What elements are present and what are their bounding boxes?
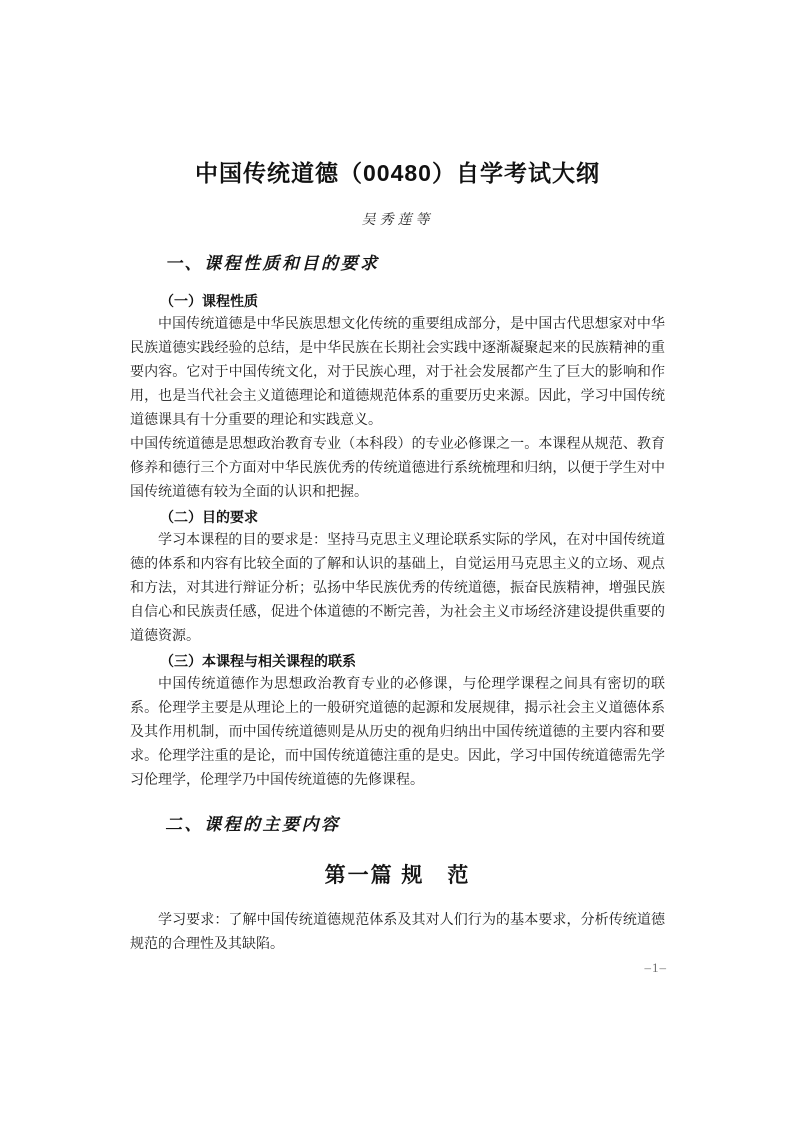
- section-2-heading: 二、课程的主要内容: [165, 815, 341, 834]
- page-number: –1–: [644, 960, 667, 975]
- subsection-1-3-heading: （三）本课程与相关课程的联系: [160, 653, 356, 669]
- document-content: [130, 157, 665, 957]
- document-title: 中国传统道德（00480）自学考试大纲: [195, 160, 600, 186]
- section-1-heading: 一、课程性质和目的要求: [165, 254, 380, 273]
- paragraph-course-status: 中国传统道德是思想政治教育专业（本科段）的专业必修课之一。本课程从规范、教育修养和德行三个方面对中华民族优秀的传统道德进行系统梳理和归纳，以便于学生对中国传统道德有较为全面的认识和把握。: [130, 437, 665, 500]
- paragraph-related-courses: 中国传统道德作为思想政治教育专业的必修课，与伦理学课程之间具有密切的联系。伦理学主要是从理论上的一般研究道德的起源和发展规律，揭示社会主义道德体系及其作用机制，而中国传统道德则是从历史的视角归纳出中国传统道德的主要内容和要求。伦理学注重的是论，而中国传统道德注重的是史。因此，学习中国传统道德需先学习伦理学，伦理学乃中国传统道德的先修课程。: [130, 677, 665, 788]
- paragraph-purpose-requirements: 学习本课程的目的要求是：坚持马克思主义理论联系实际的学风，在对中国传统道德的体系和内容有比较全面的了解和认识的基础上，自觉运用马克思主义的立场、观点和方法，对其进行辩证分析；弘扬中华民族优秀的传统道德，振奋民族精神，增强民族自信心和民族责任感，促进个体道德的不断完善，为社会主义市场经济建设提供重要的道德资源。: [130, 533, 665, 644]
- paragraph-course-nature: 中国传统道德是中华民族思想文化传统的重要组成部分，是中国古代思想家对中华民族道德实践经验的总结，是中华民族在长期社会实践中逐渐凝聚起来的民族精神的重要内容。它对于中国传统文化，对于民族心理，对于社会发展都产生了巨大的影响和作用，也是当代社会主义道德理论和道德规范体系的重要历史来源。因此，学习中国传统道德课具有十分重要的理论和实践意义。: [130, 317, 665, 428]
- subsection-1-2-heading: （二）目的要求: [160, 509, 258, 525]
- subsection-1-1-heading: （一）课程性质: [160, 293, 258, 309]
- section-2-body: [130, 909, 665, 957]
- section-1-body: [130, 289, 665, 793]
- paragraph-learning-requirements: 学习要求：了解中国传统道德规范体系及其对人们行为的基本要求，分析传统道德规范的合理性及其缺陷。: [130, 913, 665, 952]
- part-1-title: 第一篇 规 范: [324, 864, 471, 887]
- author-byline: 吴秀莲等: [361, 213, 434, 228]
